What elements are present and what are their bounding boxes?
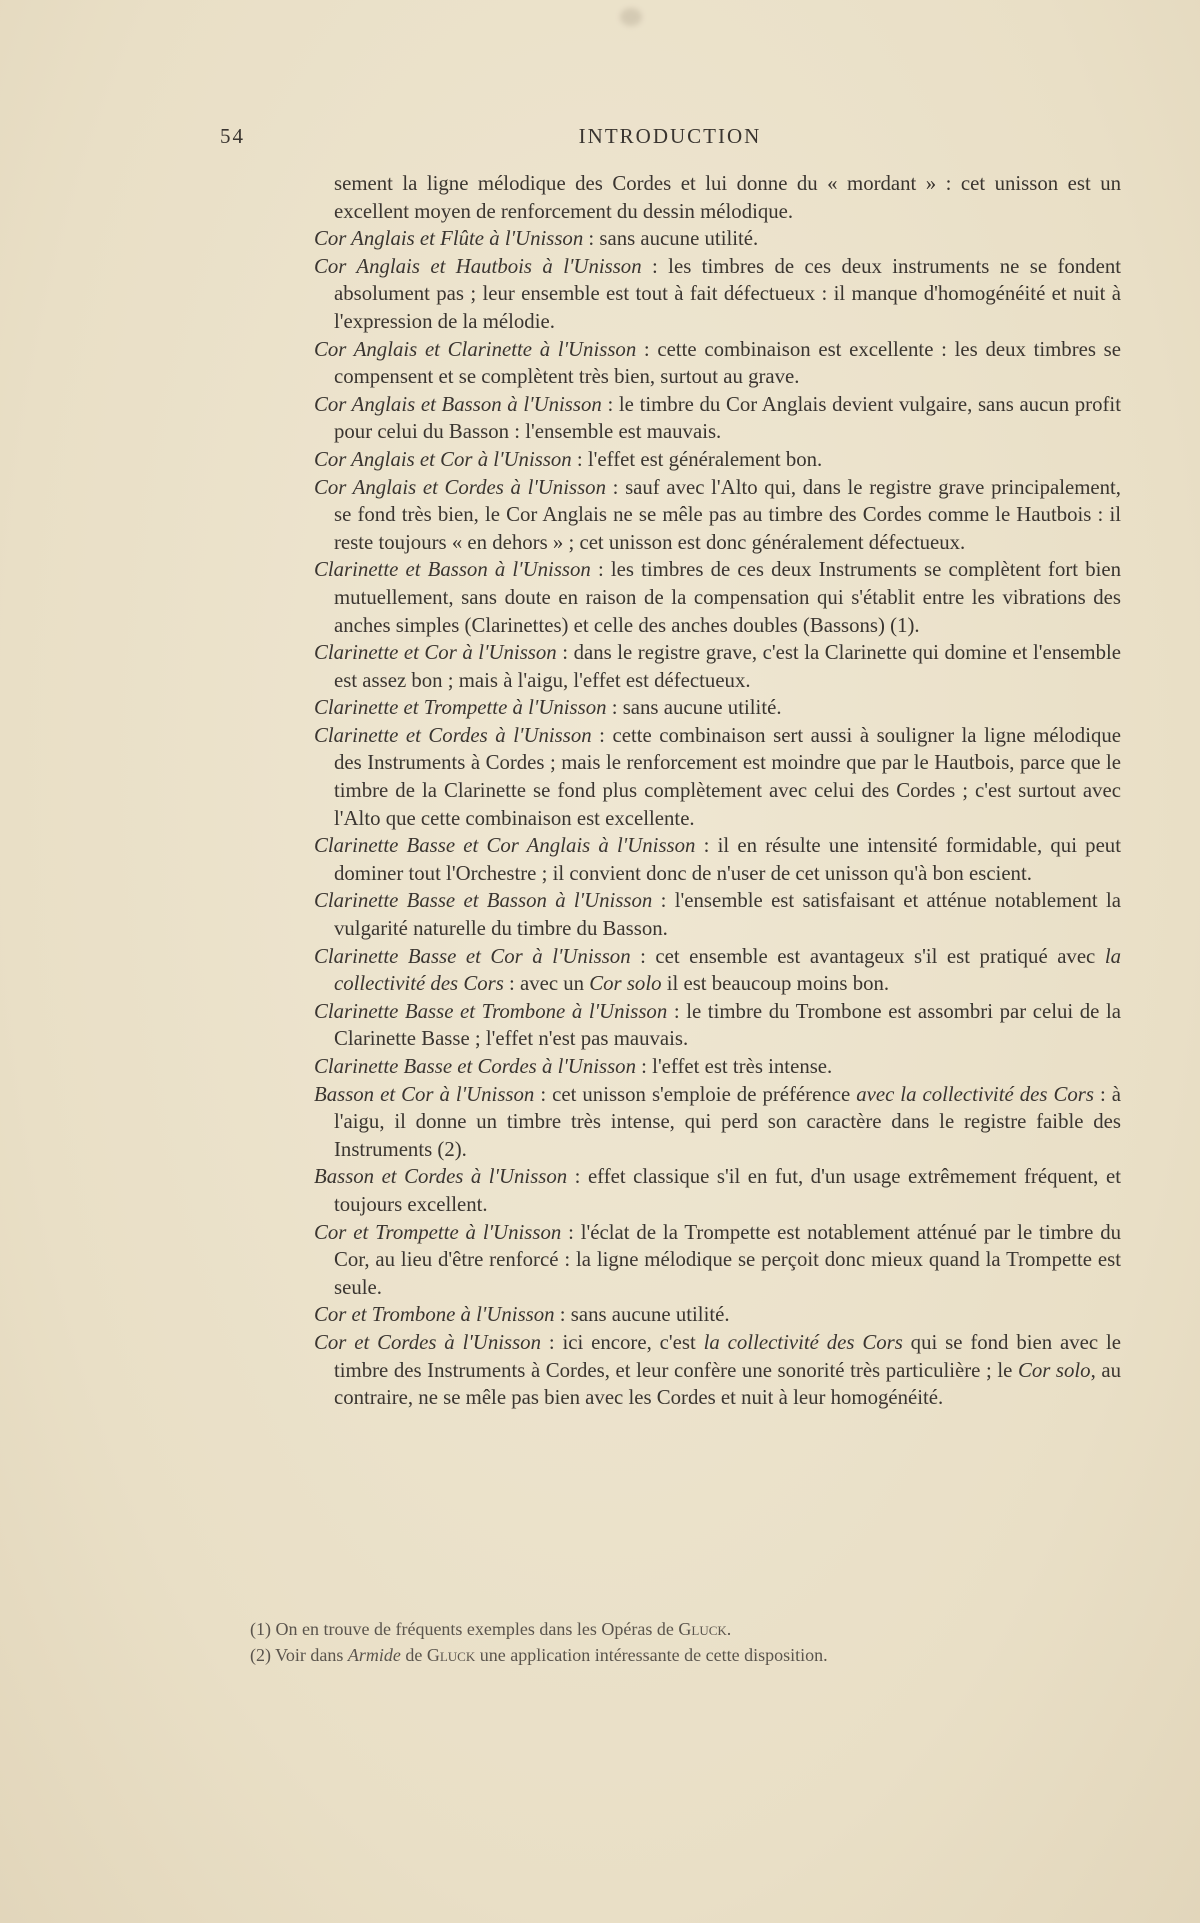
entry-term: Cor et Cordes à l'Unisson: [314, 1330, 541, 1354]
paragraph-entry: [314, 446, 1121, 474]
entry-term: Cor Anglais et Clarinette à l'Unisson: [314, 337, 637, 361]
page-header: [220, 124, 1120, 154]
paragraph-entry: [314, 1081, 1121, 1164]
paragraph-entry: [314, 391, 1121, 446]
entry-text: qui se fond bien avec le timbre des Instruments à Cordes, et leur confère une sonorité très particulière ; le: [334, 1330, 1121, 1382]
paragraph-entry: [314, 253, 1121, 336]
paragraph-entry: [314, 1329, 1121, 1412]
entry-term: Clarinette Basse et Trombone à l'Unisson: [314, 999, 668, 1023]
paragraph-continued: [314, 170, 1121, 225]
entry-term: Clarinette Basse et Cor Anglais à l'Unisson: [314, 834, 696, 858]
entry-text: , au contraire, ne se mêle pas bien avec les Cordes et nuit à leur homogénéité.: [334, 1358, 1121, 1410]
entry-term: Clarinette et Trompette à l'Unisson: [314, 696, 607, 720]
paper-stain: [620, 8, 642, 26]
paragraph-entry: [314, 225, 1121, 253]
entry-term: Cor Anglais et Cor à l'Unisson: [314, 447, 572, 471]
footnote-mark: (2): [250, 1645, 271, 1665]
footnote: [250, 1642, 1130, 1668]
footnote-text: On en trouve de fréquents exemples dans les Opéras de: [271, 1619, 679, 1639]
entry-term: Clarinette et Basson à l'Unisson: [314, 558, 591, 582]
entry-text: : les timbres de ces deux instruments ne se fondent absolument pas ; leur ensemble est tout à fait défectueux : il manque d'homogénéité et nuit à l'expression de la mélodie.: [334, 254, 1121, 333]
body-text: [314, 170, 1121, 1412]
paragraph-entry: [314, 694, 1121, 722]
paragraph-entry: [314, 1301, 1121, 1329]
entry-term: Cor Anglais et Cordes à l'Unisson: [314, 475, 606, 499]
paragraph-text: sement la ligne mélodique des Cordes et lui donne du « mordant » : cet unisson est un excellent moyen de renforcement du dessin mélodique.: [334, 172, 1121, 223]
footnote-author-name: Gluck: [678, 1619, 727, 1639]
entry-term: Clarinette Basse et Cordes à l'Unisson: [314, 1055, 636, 1078]
entry-text: : l'éclat de la Trompette est notablement atténué par le timbre du Cor, au lieu d'être renforcé : la ligne mélodique se perçoit donc mieux quand la Trompette est seule.: [334, 1220, 1122, 1299]
entry-term: Cor Anglais et Flûte à l'Unisson: [314, 227, 584, 251]
footnote-text: .: [726, 1619, 732, 1639]
page-number: 54: [220, 124, 245, 148]
entry-text: : cet ensemble est avantageux s'il est pratiqué avec: [630, 944, 1105, 968]
entry-text: : cette combinaison est excellente : les deux timbres se compensent et se complètent très bien, surtout au grave.: [334, 337, 1121, 389]
paragraph-entry: [314, 998, 1121, 1053]
entry-text: : l'effet est très intense.: [635, 1055, 833, 1078]
entry-term: Clarinette et Cor à l'Unisson: [314, 641, 557, 665]
paragraph-entry: [314, 336, 1121, 391]
entry-text: : l'ensemble est satisfaisant et atténue notablement la vulgarité naturelle du timbre du Basson.: [334, 889, 1121, 941]
paragraph-entry: [314, 1163, 1121, 1218]
entry-text: : les timbres de ces deux Instruments se complètent fort bien mutuellement, sans doute en raison de la compensation qui s'établit entre les vibrations des anches simples (Clarinettes) et celle des anches doubles (Bassons) (1).: [334, 558, 1121, 637]
entry-term: Clarinette et Cordes à l'Unisson: [314, 723, 592, 747]
emphasis: Cor solo: [589, 972, 662, 996]
emphasis: la collectivité des Cors: [334, 944, 1121, 996]
emphasis: Cor solo: [1017, 1358, 1091, 1382]
emphasis: la collectivité des Cors: [703, 1330, 903, 1354]
paragraph-entry: [314, 474, 1121, 557]
entry-text: : sans aucune utilité.: [606, 696, 782, 720]
entry-text: : cette combinaison sert aussi à souligner la ligne mélodique des Instruments à Cordes ; mais le renforcement est moindre que par le Hautbois, parce que le timbre de la Clarinette se fond plus complètement avec celui des Cordes ; c'est surtout avec l'Alto que cette combinaison est excellente.: [334, 723, 1121, 830]
entry-term: Cor et Trombone à l'Unisson: [314, 1303, 555, 1327]
running-head: INTRODUCTION: [578, 124, 762, 148]
entry-text: : le timbre du Trombone est assombri par celui de la Clarinette Basse ; l'effet n'est pas mauvais.: [334, 999, 1121, 1051]
footnote-text: de: [400, 1645, 427, 1665]
paragraph-entry: [314, 556, 1121, 639]
footnote-text: une application intéressante de cette disposition.: [475, 1645, 828, 1665]
entry-text: : avec un: [503, 972, 590, 996]
paragraph-entry: [314, 639, 1121, 694]
entry-term: Basson et Cor à l'Unisson: [314, 1082, 535, 1106]
entry-term: Clarinette Basse et Cor à l'Unisson: [314, 944, 631, 968]
entry-text: : cet unisson s'emploie de préférence: [534, 1082, 857, 1106]
footnote-text: Voir dans: [271, 1645, 348, 1665]
entry-text: : à l'aigu, il donne un timbre très intense, qui perd son caractère dans le registre faible des Instruments (2).: [334, 1082, 1121, 1161]
entry-term: Clarinette Basse et Basson à l'Unisson: [314, 889, 653, 913]
paragraph-entry: [314, 943, 1121, 998]
entry-text: : l'effet est généralement bon.: [571, 447, 823, 471]
entry-text: : le timbre du Cor Anglais devient vulgaire, sans aucun profit pour celui du Basson : l'ensemble est mauvais.: [334, 392, 1121, 444]
entry-text: : il en résulte une intensité formidable, qui peut dominer tout l'Orchestre ; il convient donc de n'user de cet unisson qu'à bon escient.: [334, 834, 1121, 885]
entry-text: : ici encore, c'est: [540, 1330, 704, 1354]
paragraph-entry: [314, 1219, 1121, 1302]
entry-text: : sans aucune utilité.: [583, 227, 759, 251]
footnotes: [250, 1616, 1130, 1668]
entry-text: il est beaucoup moins bon.: [661, 972, 890, 996]
emphasis: avec la collectivité des Cors: [856, 1082, 1094, 1106]
paragraph-entry: [314, 722, 1121, 832]
paragraph-entry: [314, 832, 1121, 887]
entry-term: Basson et Cordes à l'Unisson: [314, 1165, 568, 1189]
paragraph-entry: [314, 1053, 1121, 1081]
entry-text: : dans le registre grave, c'est la Clarinette qui domine et l'ensemble est assez bon ; mais à l'aigu, l'effet est défectueux.: [334, 641, 1122, 692]
footnote-mark: (1): [250, 1619, 271, 1639]
entry-text: : effet classique s'il en fut, d'un usage extrêmement fréquent, et toujours excellent.: [334, 1165, 1121, 1216]
footnote-work-title: Armide: [347, 1645, 401, 1665]
paragraph-entry: [314, 887, 1121, 942]
entry-term: Cor Anglais et Hautbois à l'Unisson: [314, 254, 642, 278]
footnote: [250, 1616, 1130, 1642]
entry-text: : sauf avec l'Alto qui, dans le registre grave principalement, se fond très bien, le Cor Anglais ne se mêle pas au timbre des Cordes comme le Hautbois : il reste toujours « en dehors » ; cet unisson est donc généralement défectueux.: [334, 475, 1121, 554]
entry-term: Cor et Trompette à l'Unisson: [314, 1220, 562, 1244]
entry-term: Cor Anglais et Basson à l'Unisson: [314, 392, 602, 416]
footnote-author-name: Gluck: [426, 1645, 476, 1665]
entry-text: : sans aucune utilité.: [554, 1303, 730, 1327]
